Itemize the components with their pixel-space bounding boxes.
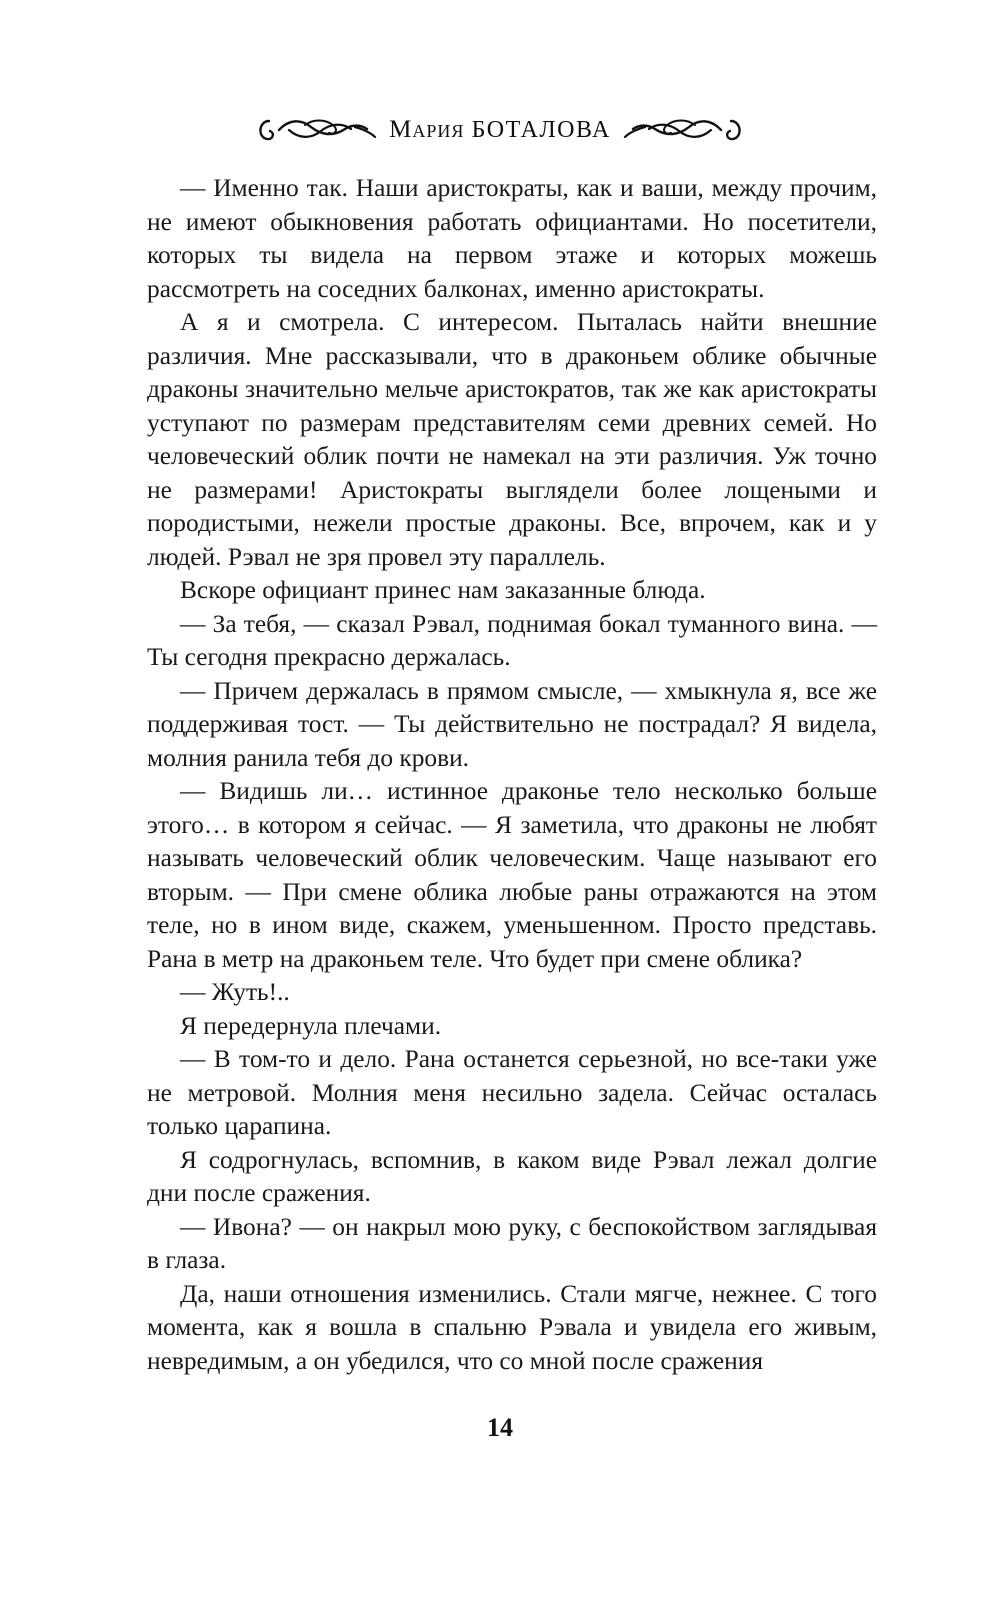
paragraph: Я содрогнулась, вспомнив, в каком виде Рэвал лежал долгие дни после сражения. <box>147 1145 877 1207</box>
body-text <box>147 172 877 1378</box>
paragraph: Да, наши отношения изменились. Стали мягче, нежнее. С того момента, как я вошла в спальню Рэвала и увидела его живым, невредимым, а он убедился, что со мной после сражения <box>147 1279 877 1375</box>
paragraph: Вскоре официант принес нам заказанные блюда. <box>180 576 706 604</box>
flourish-left-icon <box>255 113 377 147</box>
author-name <box>389 116 611 144</box>
paragraph: А я и смотрела. С интересом. Пыталась найти внешние различия. Мне рассказывали, что в драконьем облике обычные драконы значительно мельче аристократов, так же как аристократы уступают по размерам представителям семи древних семей. Но человеческий облик почти не намекал на эти различия. Уж точно не размерами! Аристократы выглядели более лощеными и породистыми, нежели простые драконы. Все, впрочем, как и у людей. Рэвал не зря провел эту параллель. <box>147 308 877 571</box>
running-header <box>0 108 1000 152</box>
paragraph: — Ивона? — он накрыл мою руку, с беспокойством заглядывая в глаза. <box>147 1212 877 1274</box>
paragraph: — Видишь ли… истинное драконье тело несколько больше этого… в котором я сейчас. — Я заметила, что драконы не любят называть человеческий облик человеческим. Чаще называют его вторым. — При смене облика любые раны отражаются на этом теле, но в ином виде, скажем, уменьшенном. Просто представь. Рана в метр на драконьем теле. Что будет при смене облика? <box>147 777 877 973</box>
page-number: 14 <box>487 1413 513 1442</box>
author-last-name: БОТАЛОВА <box>471 117 611 143</box>
paragraph: — За тебя, — сказал Рэвал, поднимая бокал туманного вина. — Ты сегодня прекрасно держалась. <box>147 609 877 671</box>
paragraph: — В том-то и дело. Рана останется серьезной, но все-таки уже не метровой. Молния меня несильно задела. Сейчас осталась только царапина. <box>147 1045 877 1140</box>
paragraph: — Жуть!.. <box>180 978 290 1006</box>
paragraph: Я передернула плечами. <box>180 1011 442 1040</box>
author-first-name: Мария <box>389 116 465 143</box>
paragraph: — Причем держалась в прямом смысле, — хмыкнула я, все же поддерживая тост. — Ты действительно не пострадал? Я видела, молния ранила тебя до крови. <box>147 676 877 772</box>
paragraph: — Именно так. Наши аристократы, как и ваши, между прочим, не имеют обыкновения работать официантами. Но посетители, которых ты видела на первом этаже и которых можешь рассмотреть на соседних балконах, именно аристократы. <box>147 174 877 303</box>
flourish-right-icon <box>623 113 745 147</box>
